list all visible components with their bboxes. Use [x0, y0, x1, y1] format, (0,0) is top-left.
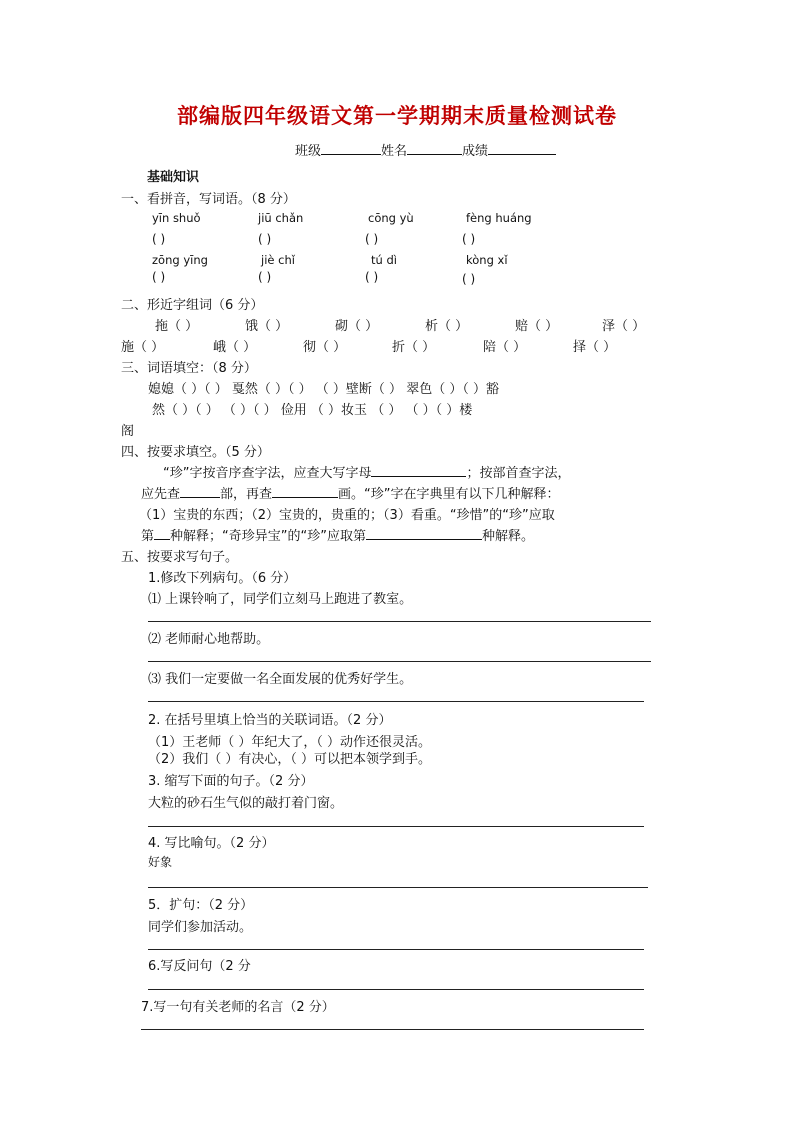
- name-blank[interactable]: [407, 142, 462, 155]
- q5-sub5-title: 5．扩句：（2 分）: [148, 898, 254, 913]
- q2-item-3[interactable]: 砌（ ）: [335, 319, 379, 334]
- q4-line-3: （1）宝贵的东西；（2）宝贵的，贵重的；（3）看重。“珍惜”的“珍”应取: [139, 508, 555, 523]
- q1-pinyin-3: cōng yù: [368, 211, 414, 225]
- q4-line-1: [163, 462, 571, 481]
- q1-pinyin-8: kòng xǐ: [466, 253, 508, 267]
- name-label: 姓名: [381, 144, 408, 159]
- q4-blank-letter[interactable]: [371, 464, 466, 477]
- q4-blank-radical[interactable]: [180, 485, 220, 498]
- q1-pinyin-1: yīn shuǒ: [152, 211, 201, 225]
- q5-answer-line-1[interactable]: [148, 621, 651, 622]
- q5-sub1-sentence-2: ⑵ 老师耐心地帮助。: [148, 632, 270, 647]
- q4-blank-strokes[interactable]: [272, 485, 338, 498]
- q4-line-4-text-c: 种解释。: [481, 529, 534, 544]
- q1-heading: 一、看拼音，写词语。（8 分）: [121, 192, 296, 207]
- q5-sub3-sentence: 大粒的砂石生气似的敲打着门窗。: [148, 796, 344, 811]
- q5-answer-line-5[interactable]: [148, 887, 648, 888]
- q5-sub2-title: 2. 在括号里填上恰当的关联词语。（2 分）: [148, 713, 392, 728]
- q1-answer-3[interactable]: ( ): [365, 232, 379, 246]
- q4-line-1-text-a: “珍”字按音序查字法，应查大写字母: [163, 466, 372, 481]
- q2-item-7[interactable]: 施（ ）: [121, 340, 165, 355]
- q5-sub2-line-2[interactable]: （2）我们（ ）有决心，（ ）可以把本领学到手。: [148, 752, 432, 767]
- q5-answer-line-4[interactable]: [148, 826, 644, 827]
- q2-item-2[interactable]: 饿（ ）: [245, 319, 289, 334]
- q5-answer-line-2[interactable]: [148, 661, 651, 662]
- q1-answer-8[interactable]: ( ): [462, 272, 476, 286]
- q5-sub1-title: 1.修改下列病句。（6 分）: [148, 571, 297, 586]
- q5-sub5-sentence: 同学们参加活动。: [148, 920, 253, 935]
- q4-blank-meaning-1[interactable]: [154, 527, 170, 540]
- q5-sub4-title: 4. 写比喻句。（2 分）: [148, 836, 275, 851]
- q2-item-11[interactable]: 陪（ ）: [483, 340, 527, 355]
- q2-item-6[interactable]: 泽（ ）: [602, 319, 646, 334]
- q5-answer-line-8[interactable]: [141, 1029, 644, 1030]
- q2-item-1[interactable]: 拖（ ）: [155, 319, 199, 334]
- class-blank[interactable]: [321, 142, 381, 155]
- q2-item-4[interactable]: 析（ ）: [425, 319, 469, 334]
- q1-answer-5[interactable]: ( ): [152, 270, 166, 284]
- q4-line-4-text-a: 第: [141, 529, 155, 544]
- q5-sub1-sentence-3: ⑶ 我们一定要做一名全面发展的优秀好学生。: [148, 672, 413, 687]
- q4-line-4: [141, 525, 534, 544]
- q2-item-12[interactable]: 择（ ）: [573, 340, 617, 355]
- q1-answer-7[interactable]: ( ): [365, 270, 379, 284]
- q5-sub4-prompt: 好象: [148, 855, 173, 869]
- class-label: 班级: [295, 144, 322, 159]
- q5-sub1-sentence-1: ⑴ 上课铃响了，同学们立刻马上跑进了教室。: [148, 592, 413, 607]
- q1-pinyin-2: jiū chǎn: [258, 211, 304, 225]
- q3-line-3: 阁: [121, 424, 135, 439]
- q5-answer-line-6[interactable]: [148, 949, 644, 950]
- q2-item-10[interactable]: 折（ ）: [392, 340, 436, 355]
- q3-line-2[interactable]: 然（ ）（ ） （ ）（ ） 俭用 （ ）妆玉 （ ） （ ）（ ）楼: [152, 403, 473, 418]
- q2-item-9[interactable]: 彻（ ）: [303, 340, 347, 355]
- page-title: 部编版四年级语文第一学期期末质量检测试卷: [177, 103, 617, 128]
- q4-line-1-text-b: ；按部首查字法，: [466, 466, 571, 481]
- q1-answer-6[interactable]: ( ): [258, 270, 272, 284]
- q5-answer-line-3[interactable]: [148, 701, 644, 702]
- q2-item-5[interactable]: 赔（ ）: [515, 319, 559, 334]
- q1-answer-4[interactable]: ( ): [462, 232, 476, 246]
- q2-heading: 二、形近字组词（6 分）: [121, 298, 264, 313]
- q5-sub6-title: 6.写反问句（2 分: [148, 959, 251, 974]
- q1-answer-1[interactable]: ( ): [152, 232, 166, 246]
- student-info-line: [295, 140, 556, 159]
- q1-pinyin-7: tú dì: [371, 253, 397, 267]
- q3-line-1[interactable]: 媳媳（ ）（ ） 戛然（ ）（ ） （ ）壁断（ ） 翠色（ ）（ ）豁: [148, 382, 499, 397]
- q5-sub7-title: 7.写一句有关老师的名言（2 分）: [141, 1000, 335, 1015]
- q4-heading: 四、按要求填空。（5 分）: [121, 445, 270, 460]
- q5-sub3-title: 3. 缩写下面的句子。（2 分）: [148, 774, 314, 789]
- q1-pinyin-4: fèng huáng: [466, 211, 532, 225]
- q4-line-2: [141, 483, 560, 502]
- section-basic-knowledge: 基础知识: [147, 170, 200, 185]
- q1-answer-2[interactable]: ( ): [258, 232, 272, 246]
- q1-pinyin-5: zōng yīng: [152, 253, 208, 267]
- q5-sub2-line-1[interactable]: （1）王老师（ ）年纪大了，（ ）动作还很灵活。: [148, 735, 432, 750]
- q5-heading: 五、按要求写句子。: [121, 550, 239, 565]
- q3-heading: 三、词语填空：（8 分）: [121, 361, 257, 376]
- q4-blank-meaning-2[interactable]: [366, 527, 482, 540]
- q4-line-2-text-c: 画。“珍”字在字典里有以下几种解释：: [338, 487, 560, 502]
- q4-line-4-text-b: 种解释；“奇珍异宝”的“珍”应取第: [170, 529, 366, 544]
- q4-line-2-text-a: 应先查: [141, 487, 181, 502]
- q2-item-8[interactable]: 峨（ ）: [213, 340, 257, 355]
- q1-pinyin-6: jiè chǐ: [261, 253, 295, 267]
- score-label: 成绩: [462, 144, 489, 159]
- q4-line-2-text-b: 部，再查: [220, 487, 273, 502]
- q5-answer-line-7[interactable]: [148, 989, 644, 990]
- score-blank[interactable]: [488, 142, 556, 155]
